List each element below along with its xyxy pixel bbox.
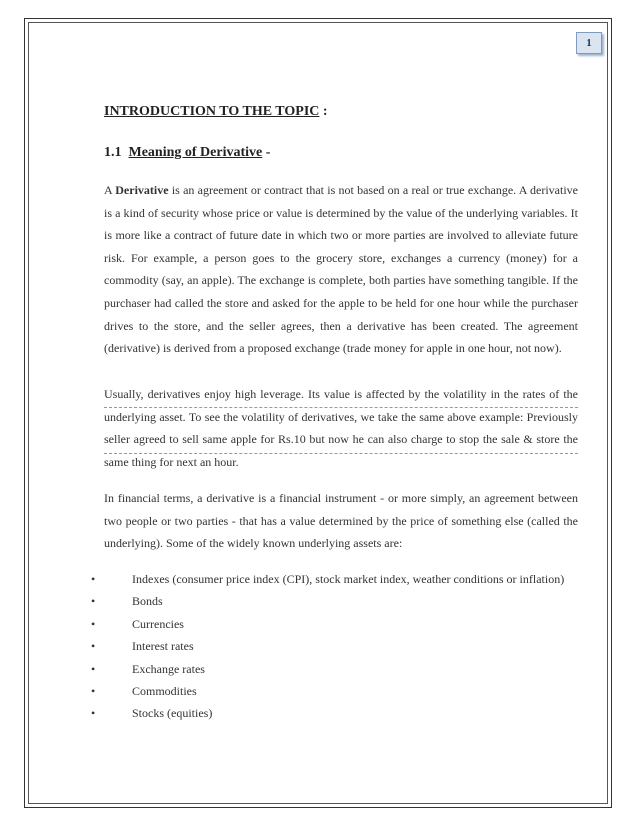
paragraph-definition xyxy=(104,179,578,360)
bullet-icon: • xyxy=(91,684,96,699)
bullet-icon: • xyxy=(91,594,96,609)
list-item xyxy=(91,702,578,724)
list-item-text: Stocks (equities) xyxy=(132,706,213,721)
list-item xyxy=(91,658,578,680)
list-item-text: Bonds xyxy=(132,594,163,609)
list-item xyxy=(91,590,578,612)
page-number-badge xyxy=(576,32,602,54)
list-item-text: Currencies xyxy=(132,616,184,631)
page-heading xyxy=(104,104,328,120)
underlying-assets-list xyxy=(91,568,578,725)
paragraph-leverage: Usually, derivatives enjoy high leverage. Its value is affected by the volatility in the rates of the underlying asset. To see the volatility of derivatives, we take the same above example: Previously seller agreed to sell same apple for Rs.10 but now he can also charge to stop the sale & store the same thing for next an hour. xyxy=(104,387,578,469)
section-number: 1.1 xyxy=(104,145,122,160)
list-item xyxy=(91,680,578,702)
bullet-icon: • xyxy=(91,661,96,676)
bullet-icon: • xyxy=(91,572,96,586)
bullet-icon: • xyxy=(91,616,96,631)
page-number: 1 xyxy=(586,37,592,49)
heading-title: INTRODUCTION TO THE TOPIC xyxy=(104,104,320,119)
list-item-text: Exchange rates xyxy=(132,661,205,676)
heading-suffix: : xyxy=(319,104,328,119)
section-suffix: - xyxy=(262,145,271,160)
bullet-icon: • xyxy=(91,639,96,654)
paragraph-financial-terms: In financial terms, a derivative is a financial instrument - or more simply, an agreement between two people or two parties - that has a value determined by the price of something else (called the underlying). Some of the widely known underlying assets are: xyxy=(104,491,578,551)
list-item xyxy=(91,613,578,635)
section-title: Meaning of Derivative xyxy=(128,145,263,160)
list-item-text: Interest rates xyxy=(132,639,194,654)
para1-bold-term: Derivative xyxy=(115,183,169,197)
para1-text: is an agreement or contract that is not based on a real or true exchange. A derivative is a kind of security whose price or value is determined by the value of the underlying variables. It is more like a contract of future date in which two or more parties are involved to alleviate future risk. For example, a person goes to the grocery store, exchanges a currency (money) for a commodity (say, an apple). The exchange is complete, both parties have something tangible. If the purchaser had called the store and asked for the apple to be held for one hour while the purchaser drives to the store, and the seller agrees, then a derivative has been created. The agreement (derivative) is derived from a proposed exchange (trade money for apple in one hour, not now). xyxy=(104,183,578,356)
list-item-text: Indexes (consumer price index (CPI), stock market index, weather conditions or inflation) xyxy=(132,572,565,586)
list-item-text: Commodities xyxy=(132,684,197,699)
section-heading xyxy=(104,145,270,161)
bullet-icon: • xyxy=(91,706,96,721)
list-item xyxy=(91,568,578,590)
list-item xyxy=(91,635,578,657)
para1-lead: A xyxy=(104,183,116,197)
